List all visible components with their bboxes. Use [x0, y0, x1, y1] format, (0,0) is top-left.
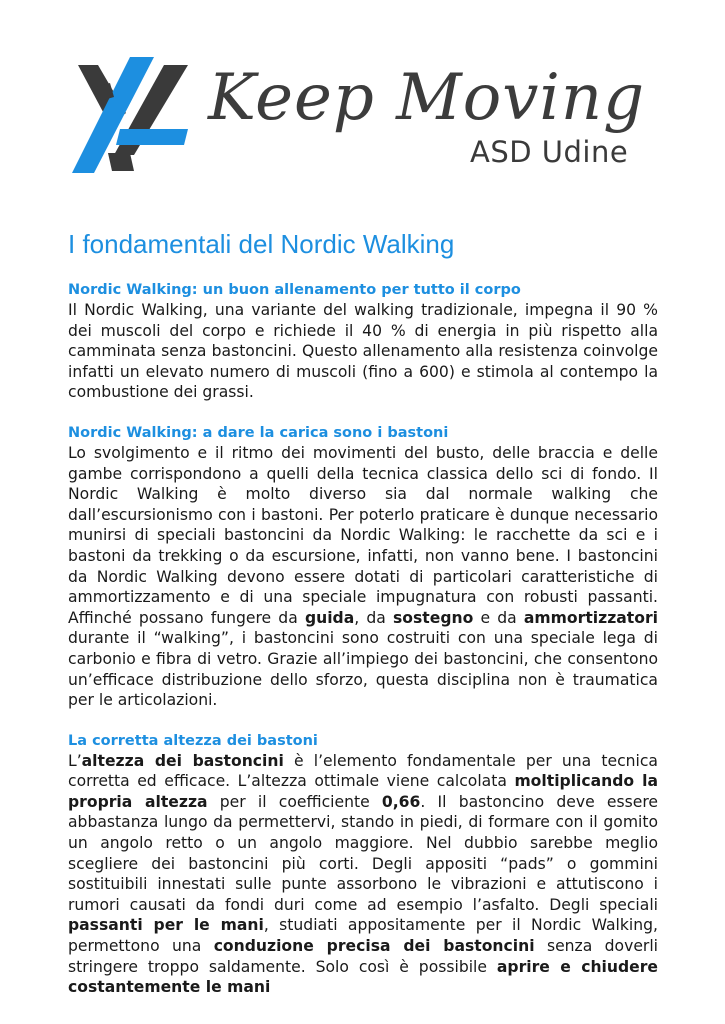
logo-title: Keep Moving	[208, 61, 646, 135]
page-title: I fondamentali del Nordic Walking	[68, 229, 455, 259]
logo	[68, 55, 668, 180]
section-paragraph: L’altezza dei bastoncini è l’elemento fondamentale per una tecnica corretta ed efficace. L’altezza ottimale viene calcolata moltiplicando la propria altezza per il coefficiente 0,66. Il bastoncino deve essere abbastanza lungo da permettervi, stando in piedi, di formare con il gomito un angolo retto o un angolo maggiore. Nel dubbio sarebbe meglio scegliere dei bastoncini più corti. Degli appositi “pads” o gommini sostituibili innestati sulle punte assorbono le vibrazioni e attutiscono i rumori causati da fondi duri come ad esempio l’asfalto. Degli speciali passanti per le mani, studiati appositamente per il Nordic Walking, permettono una conduzione precisa dei bastoncini senza doverli stringere troppo saldamente. Solo così è possibile aprire e chiudere costantemente le mani	[68, 751, 659, 997]
section-heading: Nordic Walking: a dare la carica sono i bastoni	[68, 424, 449, 441]
section-heading: La corretta altezza dei bastoni	[68, 732, 318, 749]
runner-icon	[68, 55, 203, 180]
section-paragraph: Lo svolgimento e il ritmo dei movimenti del busto, delle braccia e delle gambe corrispondono a quelli della tecnica classica dello sci di fondo. Il Nordic Walking è molto diverso sia dal normale walking che dall’escursionismo con i bastoni. Per poterlo praticare è dunque necessario munirsi di speciali bastoncini da Nordic Walking: le racchette da sci e i bastoni da trekking o da escursione, infatti, non vanno bene. I bastoncini da Nordic Walking devono essere dotati di particolari caratteristiche di ammortizzamento e di una speciale impugnatura con robusti passanti. Affinché possano fungere da guida, da sostegno e da ammortizzatori durante il “walking”, i bastoncini sono costruiti con una speciale lega di carbonio e fibra di vetro. Grazie all’impiego dei bastoncini, che consentono un’efficace distribuzione dello sforzo, questa disciplina non è traumatica per le articolazioni.	[68, 443, 659, 710]
logo-subtitle: ASD Udine	[470, 135, 629, 169]
section-heading: Nordic Walking: un buon allenamento per tutto il corpo	[68, 282, 521, 298]
section-paragraph: Il Nordic Walking, una variante del walking tradizionale, impegna il 90 % dei muscoli del corpo e richiede il 40 % di energia in più rispetto alla camminata senza bastoncini. Questo allenamento alla resistenza coinvolge infatti un elevato numero di muscoli (fino a 600) e stimola al contempo la combustione dei grassi.	[68, 301, 658, 402]
document-body	[68, 228, 658, 1018]
